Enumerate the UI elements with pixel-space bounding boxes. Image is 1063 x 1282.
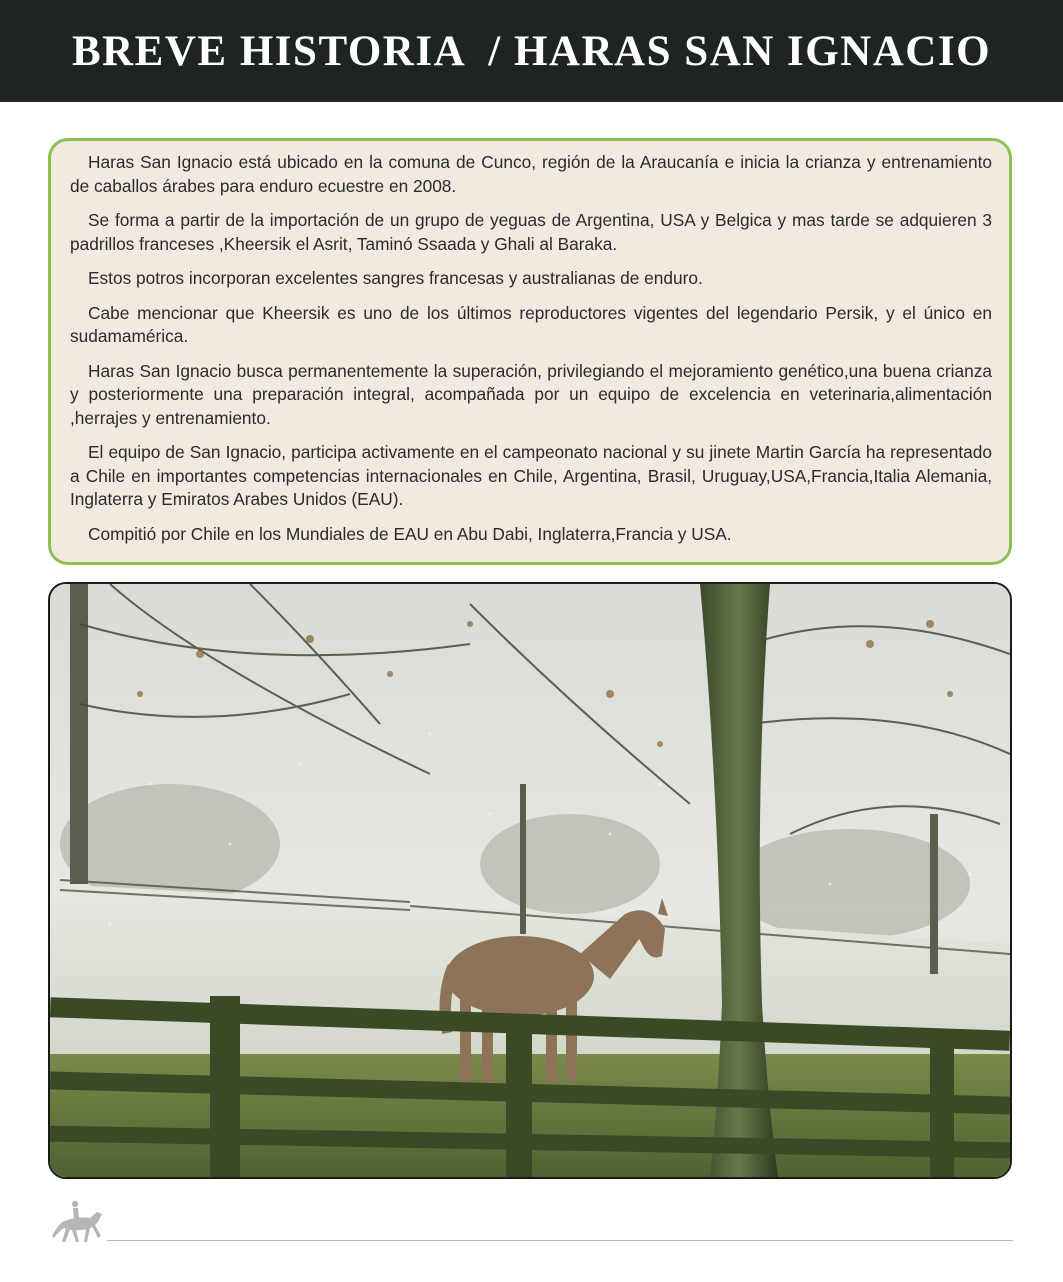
history-paragraph-2: Se forma a partir de la importación de un grupo de yeguas de Argentina, USA y Belgica y mas tarde se adquieren 3 padrillos franceses ,Kheersik el Asrit, Taminó Ssaada y Ghali al Baraka. bbox=[70, 210, 992, 254]
history-text-box bbox=[48, 138, 1012, 565]
horse-paddock-photo bbox=[48, 582, 1012, 1179]
page-title: BREVE HISTORIA / HARAS SAN IGNACIO bbox=[71, 27, 992, 75]
footer-divider bbox=[107, 1240, 1013, 1241]
horse-rider-icon bbox=[50, 1198, 106, 1244]
horse-in-snowy-paddock-photo bbox=[50, 584, 1010, 1177]
history-paragraph-3: Estos potros incorporan excelentes sangres francesas y australianas de enduro. bbox=[88, 268, 703, 288]
history-paragraph-5: Haras San Ignacio busca permanentemente la superación, privilegiando el mejoramiento genético,una buena crianza y posteriormente una preparación integral, acompañada por un equipo de excelencia en veterinaria,alimentación ,herrajes y entrenamiento. bbox=[70, 360, 992, 428]
page-header bbox=[0, 0, 1063, 102]
history-paragraph-7: Compitió por Chile en los Mundiales de EAU en Abu Dabi, Inglaterra,Francia y USA. bbox=[88, 523, 732, 544]
history-paragraph-4: Cabe mencionar que Kheersik es uno de los últimos reproductores vigentes del legendario Persik, y el único en sudamamérica. bbox=[70, 302, 992, 346]
history-paragraph-6: El equipo de San Ignacio, participa activamente en el campeonato nacional y su jinete Martin García ha representado a Chile en importantes competencias internacionales en Chile, Argentina, Brasil, Uruguay,USA,Francia,Italia Alemania, Inglaterra y Emiratos Arabes Unidos (EAU). bbox=[70, 442, 992, 509]
history-paragraph-1: Haras San Ignacio está ubicado en la comuna de Cunco, región de la Araucanía e inicia la crianza y entrenamiento de caballos árabes para enduro ecuestre en 2008. bbox=[70, 152, 992, 196]
